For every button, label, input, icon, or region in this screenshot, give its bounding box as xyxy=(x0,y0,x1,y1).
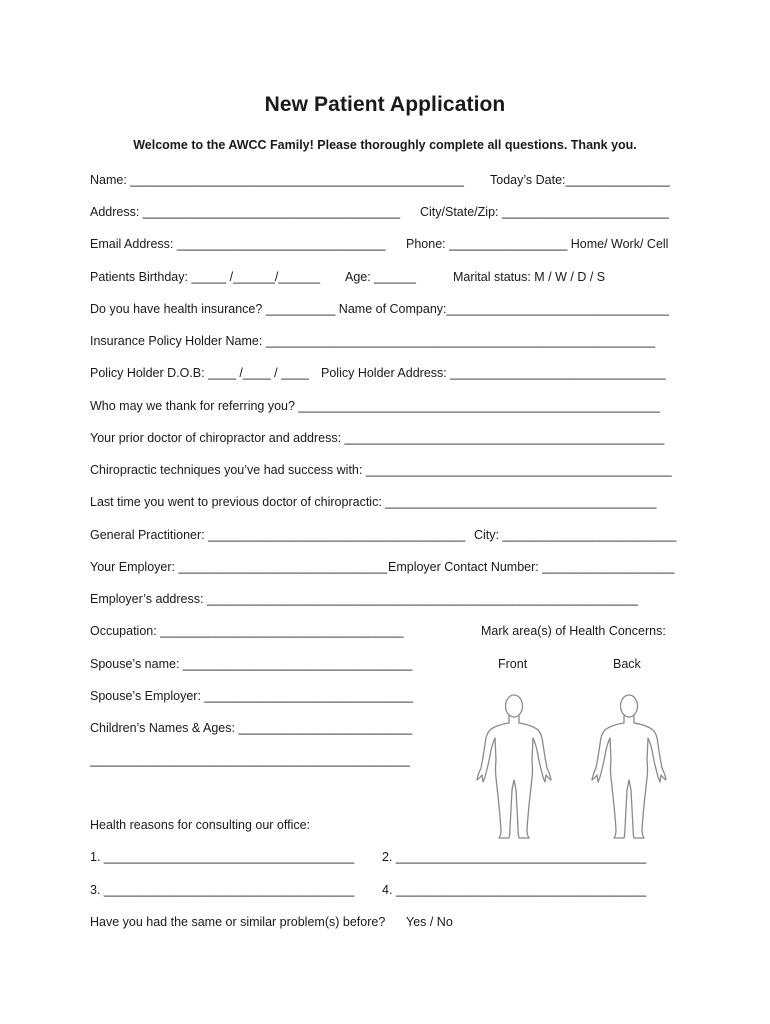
techniques-field[interactable]: Chiropractic techniques you’ve had success with: ____________________________________________ xyxy=(90,463,672,477)
form-subtitle: Welcome to the AWCC Family! Please thoroughly complete all questions. Thank you. xyxy=(133,138,637,152)
spouse-name-field[interactable]: Spouse’s name: _________________________________ xyxy=(90,657,413,671)
gp-city-field[interactable]: City: _________________________ xyxy=(474,528,677,542)
employer-contact-field[interactable]: Employer Contact Number: ___________________ xyxy=(388,560,675,574)
children-field-line2[interactable]: ______________________________________________ xyxy=(90,753,410,767)
health-reasons-label: Health reasons for consulting our office: xyxy=(90,818,311,832)
insurance-field[interactable]: Do you have health insurance? __________ Name of Company:________________________________ xyxy=(90,302,669,316)
address-field[interactable]: Address: _____________________________________ xyxy=(90,205,401,219)
reason-3-field[interactable]: 3. ____________________________________ xyxy=(90,883,355,897)
email-field[interactable]: Email Address: ______________________________ xyxy=(90,237,386,251)
phone-field[interactable]: Phone: _________________ Home/ Work/ Cell xyxy=(406,237,669,251)
prior-doctor-field[interactable]: Your prior doctor of chiropractor and address: ______________________________________________ xyxy=(90,431,665,445)
marital-status-field[interactable]: Marital status: M / W / D / S xyxy=(453,270,606,284)
body-back-figure[interactable] xyxy=(589,692,669,840)
policy-holder-dob-field[interactable]: Policy Holder D.O.B: ____ /____ / ____ xyxy=(90,366,309,380)
front-label: Front xyxy=(498,657,528,671)
similar-problem-label: Have you had the same or similar problem(s) before? xyxy=(90,915,386,929)
mark-area-label: Mark area(s) of Health Concerns: xyxy=(481,624,666,638)
birthday-field[interactable]: Patients Birthday: _____ /______/______ xyxy=(90,270,321,284)
age-field[interactable]: Age: ______ xyxy=(345,270,416,284)
form-title: New Patient Application xyxy=(264,93,506,116)
children-field[interactable]: Children’s Names & Ages: _________________________ xyxy=(90,721,413,735)
policy-holder-address-field[interactable]: Policy Holder Address: _______________________________ xyxy=(321,366,666,380)
spouse-employer-field[interactable]: Spouse’s Employer: ______________________________ xyxy=(90,689,413,703)
occupation-field[interactable]: Occupation: ___________________________________ xyxy=(90,624,404,638)
name-field[interactable]: Name: ________________________________________________ xyxy=(90,173,464,187)
todays-date-field[interactable]: Today’s Date:_______________ xyxy=(490,173,670,187)
reason-2-field[interactable]: 2. ____________________________________ xyxy=(382,850,647,864)
referral-field[interactable]: Who may we thank for referring you? ____________________________________________________ xyxy=(90,399,660,413)
back-label: Back xyxy=(613,657,641,671)
body-front-figure[interactable] xyxy=(474,692,554,840)
employer-address-field[interactable]: Employer’s address: ______________________________________________________________ xyxy=(90,592,638,606)
policy-holder-name-field[interactable]: Insurance Policy Holder Name: ________________________________________________________ xyxy=(90,334,656,348)
city-state-zip-field[interactable]: City/State/Zip: ________________________ xyxy=(420,205,669,219)
employer-field[interactable]: Your Employer: ______________________________ xyxy=(90,560,388,574)
reason-4-field[interactable]: 4. ____________________________________ xyxy=(382,883,647,897)
last-visit-field[interactable]: Last time you went to previous doctor of chiropractic: _______________________________________ xyxy=(90,495,657,509)
similar-problem-yes-no[interactable]: Yes / No xyxy=(406,915,453,929)
general-practitioner-field[interactable]: General Practitioner: _____________________________________ xyxy=(90,528,466,542)
reason-1-field[interactable]: 1. ____________________________________ xyxy=(90,850,355,864)
